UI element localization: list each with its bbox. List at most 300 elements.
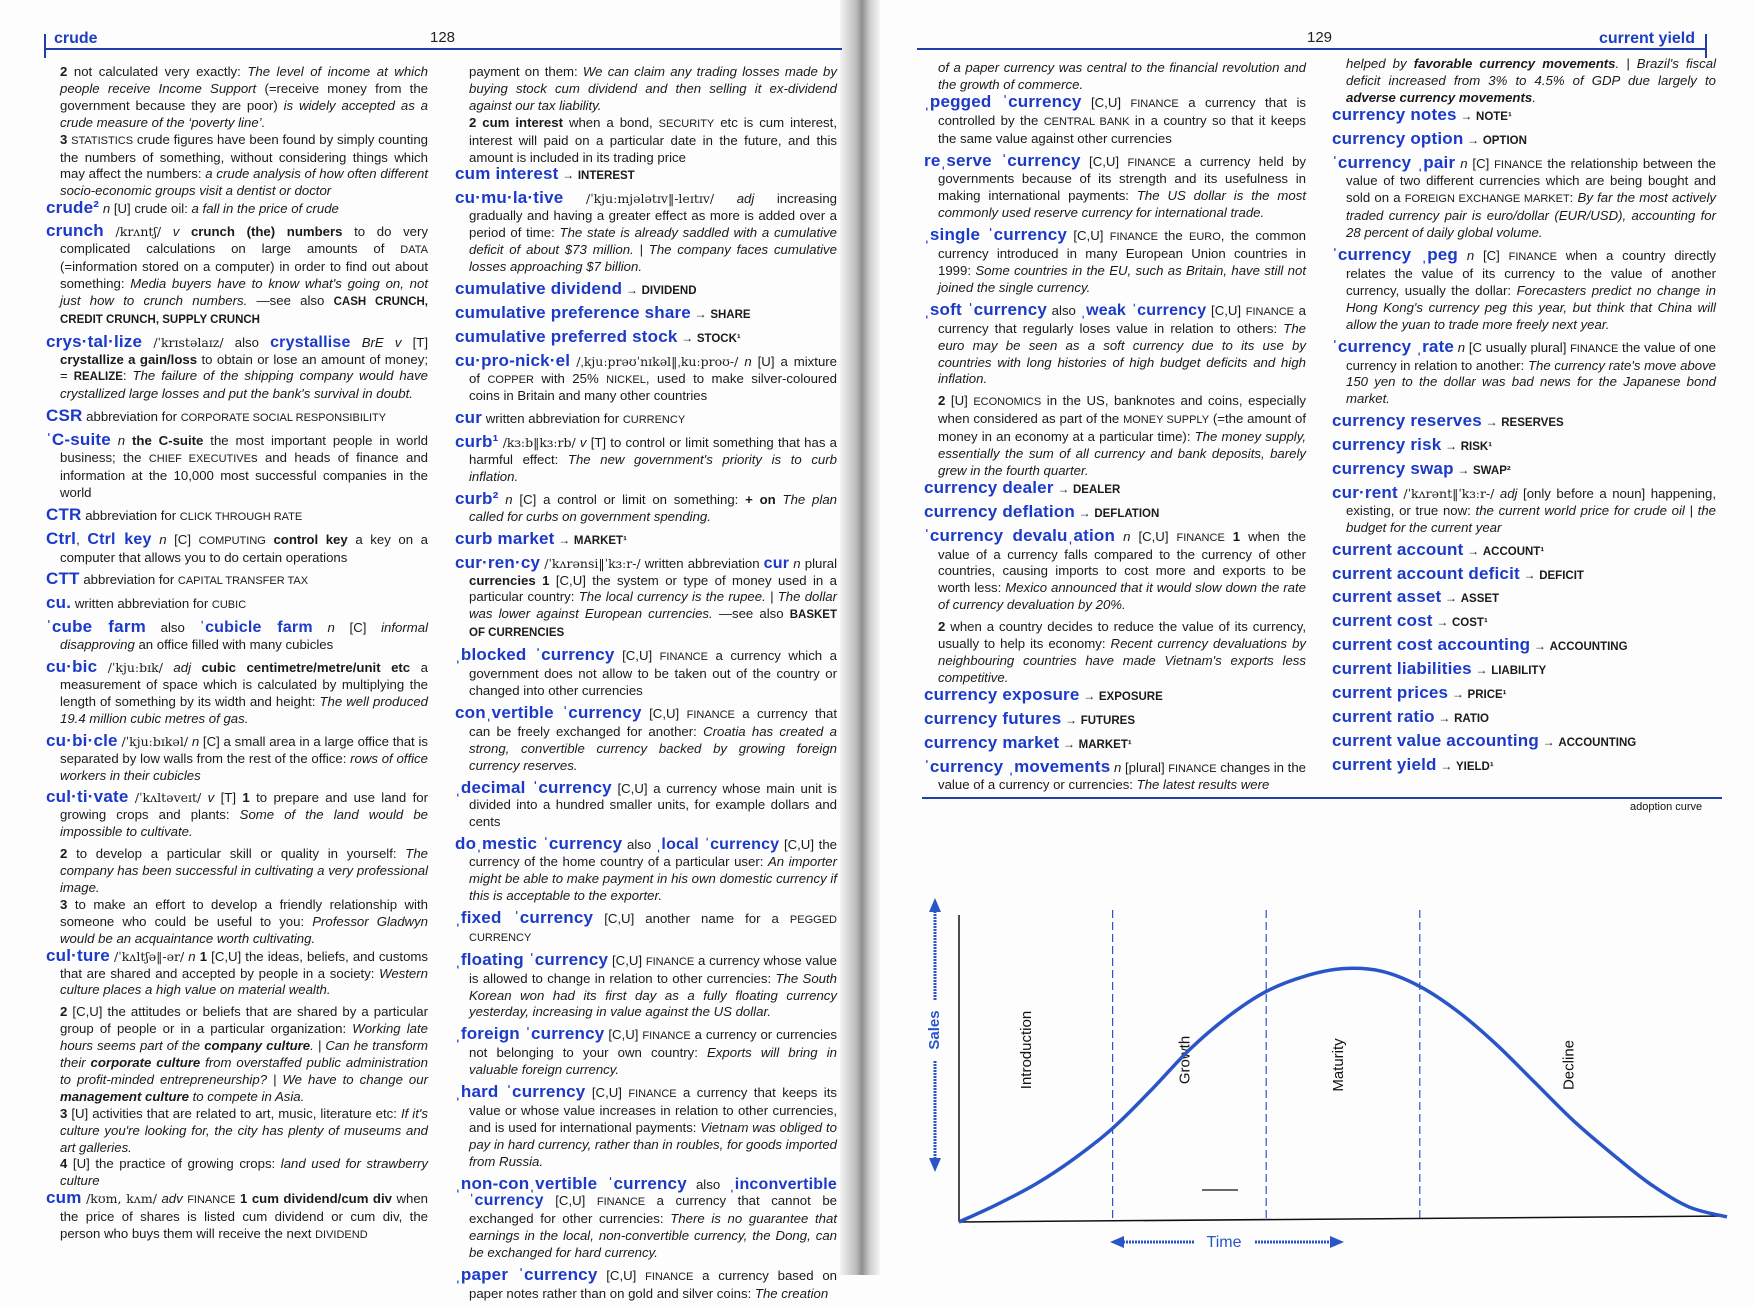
- dictionary-entry: [46, 619, 428, 654]
- cross-reference[interactable]: ACCOUNT¹: [1482, 545, 1545, 558]
- dictionary-entry: [455, 907, 837, 947]
- example: Exports will bring in valuable foreign currency.: [469, 1045, 837, 1078]
- headword: Ctrl: [46, 528, 77, 548]
- dictionary-entry: [455, 552, 838, 643]
- cross-reference[interactable]: DEFLATION: [1094, 507, 1160, 520]
- sense-number: 1: [199, 948, 208, 964]
- cross-reference[interactable]: MARKET¹: [1078, 738, 1132, 751]
- dictionary-entry: [1332, 539, 1716, 561]
- label-smallcaps: FINANCE: [642, 1030, 691, 1043]
- part-of-speech: n: [1460, 155, 1468, 171]
- definition-text: to develop a particular skill or quality in yourself:: [67, 846, 406, 862]
- dictionary-entry: [455, 326, 837, 348]
- definition-text: [161, 224, 173, 239]
- bold-example: corporate culture: [90, 1055, 201, 1071]
- headword: current ratio: [1332, 707, 1435, 726]
- label-smallcaps: CORPORATE SOCIAL RESPONSIBILITY: [180, 412, 387, 425]
- headword: currency option: [1332, 128, 1464, 148]
- entry-sense: [46, 64, 428, 132]
- label-smallcaps: FOREIGN EXCHANGE MARKET: [1404, 193, 1570, 206]
- headword: ˈcurrency ˌrate: [1332, 336, 1455, 356]
- example: Mexico announced that it would slow down the rate of currency devaluation by 20%.: [938, 580, 1306, 613]
- y-axis-label: Sales: [925, 1010, 943, 1050]
- cross-reference[interactable]: STOCK¹: [696, 332, 741, 345]
- part-of-speech: n: [159, 531, 167, 547]
- cross-reference[interactable]: NOTE¹: [1476, 110, 1512, 123]
- bold-phrase: cum dividend/cum div: [251, 1191, 392, 1207]
- definition-text: —see also: [247, 292, 334, 308]
- sense-number: 3: [60, 131, 68, 147]
- label-smallcaps: FINANCE: [596, 1196, 646, 1209]
- headword: currency reserves: [1332, 411, 1482, 431]
- definition-text: [C] a small area in a large office that is separated by low walls from the rest of the office:: [60, 733, 428, 766]
- bold-example: management culture: [60, 1088, 189, 1104]
- dictionary-entry: [46, 408, 428, 427]
- example: The South Korean won had its first day as a fully floating currency yesterday, increasing in value against the US dollar.: [469, 970, 837, 1020]
- headword: crunch: [46, 221, 104, 241]
- headword: ˈcurrency ˌpeg: [1332, 245, 1459, 265]
- stage-label: Introduction: [1017, 1010, 1035, 1090]
- definition-text: [T]: [401, 334, 428, 350]
- example: The currency rate's move above 150 yen to the dollar was bad news for the Japanese bond market.: [1346, 357, 1717, 407]
- dictionary-entry: [455, 949, 837, 1022]
- cross-reference[interactable]: COST¹: [1452, 617, 1488, 630]
- cross-reference[interactable]: BASKET OF CURRENCIES: [469, 609, 837, 640]
- example: land used for strawberry culture: [60, 1156, 428, 1189]
- cross-reference[interactable]: YIELD¹: [1455, 760, 1494, 773]
- guide-word: crude: [54, 30, 98, 47]
- headword: cur·rent: [1332, 482, 1398, 502]
- dictionary-entry: [1332, 754, 1716, 776]
- definition-text: [163, 660, 174, 675]
- dictionary-entry: [46, 595, 428, 614]
- definition-text: [C,U]: [1081, 94, 1131, 110]
- headword: current asset: [1332, 587, 1442, 607]
- entry-sense: [46, 846, 428, 897]
- definition-text: changes in the value of a currency or currencies:: [938, 759, 1307, 793]
- definition-text: [313, 620, 328, 635]
- label-smallcaps: DATA: [400, 244, 428, 257]
- example: Media buyers have to know what's going on, not just how to crunch numbers.: [60, 275, 428, 308]
- headword: cu·pro-nick·el: [455, 350, 571, 370]
- headword: ˌsoft ˈcurrency: [924, 299, 1048, 319]
- pronunciation: /ˈkjuːbɪkəl/: [121, 733, 189, 749]
- label-smallcaps: SECURITY: [658, 117, 715, 130]
- dictionary-entry: [924, 756, 1307, 795]
- definition-text: [351, 335, 362, 350]
- label-smallcaps: EURO: [1189, 231, 1221, 244]
- example: An importer might be able to make payment in his own domestic currency if this is acceptable to the exporter.: [469, 854, 837, 903]
- label-smallcaps: COMPUTING: [198, 534, 266, 547]
- example: . | Can he transform their: [60, 1038, 428, 1071]
- example: Working late hours seems part of the: [60, 1021, 428, 1054]
- example: By far the most actively traded currency pair is euro/dollar (EUR/USD), accounting for 28 percent of daily global volume.: [1346, 190, 1717, 241]
- headword: ˌpaper ˈcurrency: [455, 1265, 598, 1285]
- entry-sense: [46, 132, 428, 201]
- definition-text: [C,U] the currency of the home country of a particular user:: [469, 837, 838, 870]
- time-arrow-right-icon: [1330, 1236, 1344, 1248]
- right-page-header: [917, 26, 1707, 50]
- dictionary-entry: [1332, 709, 1716, 728]
- dictionary-entry: [46, 730, 428, 785]
- definition-text: abbreviation for: [79, 572, 178, 588]
- cross-reference[interactable]: MARKET¹: [573, 534, 627, 547]
- dictionary-entry: [1332, 104, 1716, 126]
- definition-text: —see also: [712, 606, 790, 622]
- headword-variant: ˌinconvertible ˈcurrency: [469, 1175, 837, 1210]
- dictionary-entry: [924, 525, 1307, 615]
- headword-variant: Ctrl key: [87, 530, 152, 548]
- arrow-icon: →: [1065, 712, 1078, 727]
- headword: current account deficit: [1332, 563, 1520, 583]
- sense-number: 2: [60, 64, 68, 79]
- left-page: [0, 0, 845, 1301]
- dictionary-entry: [924, 150, 1307, 223]
- arrow-icon: →: [1467, 132, 1480, 147]
- bold-phrase: control key: [273, 531, 348, 547]
- dictionary-entry: [455, 702, 838, 775]
- headword: curb market: [455, 528, 555, 548]
- dictionary-entry: [1332, 730, 1716, 752]
- sense-number: 2: [60, 846, 68, 862]
- definition-text: [125, 433, 132, 448]
- cross-reference[interactable]: FUTURES: [1080, 714, 1136, 727]
- dictionary-entry: [1332, 563, 1716, 585]
- definition-text: [U]: [945, 393, 974, 409]
- cross-reference[interactable]: LIABILITY: [1491, 665, 1547, 678]
- part-of-speech: adv: [161, 1191, 183, 1207]
- headword: ˈcube farm: [46, 617, 146, 637]
- bold-example: company culture: [204, 1038, 311, 1054]
- headword: ˌpegged ˈcurrency: [924, 91, 1082, 111]
- definition-text: [C,U]: [641, 705, 687, 721]
- headword-variant: ˌlocal ˈcurrency: [655, 836, 780, 854]
- label-smallcaps: COPPER: [487, 373, 534, 386]
- headword: ˌblocked ˈcurrency: [455, 645, 615, 665]
- definition-text: [U] a mixture of: [469, 353, 838, 386]
- definition-text: also: [1047, 302, 1081, 318]
- label-smallcaps: FINANCE: [187, 1194, 236, 1207]
- dictionary-entry: [1332, 589, 1716, 608]
- dictionary-entry: [924, 299, 1307, 389]
- definition-text: also: [686, 1176, 730, 1192]
- dictionary-entry: [1332, 247, 1716, 334]
- definition-text: (=the amount of money in an economy at a particular time):: [938, 411, 1306, 445]
- arrow-icon: →: [681, 330, 694, 345]
- dictionary-entry: [455, 1173, 837, 1263]
- definition-text: [C,U] a currency whose main unit is divided into a hundred smaller units, for example dollars and cents: [469, 780, 837, 830]
- right-column-1: [924, 60, 1306, 799]
- dictionary-entry: [1332, 685, 1716, 704]
- dictionary-entry: [1332, 336, 1717, 409]
- example: The company has been successful in cultivating a very professional image.: [60, 846, 428, 895]
- headword: cu·mu·la·tive: [455, 188, 564, 208]
- guide-word: current yield: [1598, 30, 1695, 47]
- part-of-speech: n: [1457, 339, 1466, 355]
- definition-text: written abbreviation: [640, 555, 764, 571]
- example: Some of the land would be impossible to cultivate.: [60, 807, 428, 840]
- cross-reference[interactable]: DEALER: [1072, 483, 1121, 496]
- arrow-icon: →: [1485, 415, 1498, 430]
- headword: cu.: [46, 593, 72, 613]
- arrow-icon: →: [558, 532, 571, 547]
- dictionary-entry: [455, 528, 837, 550]
- entry-sense: [46, 1004, 428, 1105]
- definition-text: [C,U] the system or type of money used in a particular country:: [469, 572, 838, 605]
- definition-text: the value of one currency in relation to another:: [1346, 339, 1716, 373]
- cross-reference[interactable]: RISK¹: [1460, 441, 1493, 454]
- label-smallcaps: FINANCE: [628, 1088, 677, 1101]
- definition-text: [C,U]: [1067, 228, 1110, 244]
- headword: current prices: [1332, 683, 1449, 703]
- example: There is no guarantee that earnings in the local, non-convertible currency, the Dong, can be exchanged for hard currency.: [469, 1211, 837, 1261]
- dictionary-entry: [924, 91, 1307, 148]
- left-column-2: [455, 64, 837, 1308]
- arrow-icon: →: [1467, 543, 1480, 558]
- definition-text: [C,U]: [1080, 153, 1128, 169]
- part-of-speech: n: [102, 201, 111, 217]
- example: The euro may be seen as a soft currency due to its use by countries with long histories of high budget deficits and high inflation.: [938, 320, 1306, 387]
- example: a fall in the price of crude: [191, 201, 339, 217]
- cross-reference[interactable]: OPTION: [1482, 134, 1527, 147]
- cross-reference[interactable]: ACCOUNTING: [1558, 736, 1637, 749]
- headword: crys·tal·lize: [46, 331, 143, 351]
- headword: cur: [455, 408, 483, 428]
- label-smallcaps: CUBIC: [211, 599, 247, 612]
- dictionary-entry: [1332, 128, 1716, 150]
- x-axis-label: Time: [1206, 1234, 1242, 1250]
- arrow-icon: →: [1440, 758, 1453, 773]
- headword: cumulative dividend: [455, 278, 623, 298]
- headword: currency swap: [1332, 459, 1454, 479]
- arrow-icon: →: [1445, 439, 1458, 454]
- dictionary-entry: [455, 190, 837, 276]
- book-gutter: [840, 0, 880, 1275]
- sales-arrow-down-icon: [929, 1158, 941, 1172]
- headword: currency risk: [1332, 435, 1442, 455]
- definition-text: [C,U] the ideas, beliefs, and customs that are shared and accepted by people in a society:: [60, 948, 429, 981]
- definition-text: , used to make silver-coloured coins in Britain and many other countries: [469, 370, 837, 404]
- headword: currency exposure: [924, 684, 1080, 704]
- definition-text: to obtain or lose an amount of money; =: [60, 351, 428, 384]
- pronunciation: /kʊm, kʌm/: [86, 1191, 157, 1207]
- definition-text: [776, 492, 783, 507]
- sales-arrow-up-icon: [929, 898, 941, 912]
- headword: cul·ture: [46, 945, 110, 965]
- part-of-speech: n: [793, 555, 801, 571]
- headword: current liabilities: [1332, 659, 1472, 679]
- stage-label: Maturity: [1330, 1038, 1347, 1092]
- definition-text: also: [622, 837, 656, 853]
- cross-reference[interactable]: REALIZE: [73, 371, 123, 384]
- definition-text: a key on a computer that allows you to do certain operations: [60, 531, 428, 565]
- example: If it's culture you're looking for, the city has plenty of museums and art galleries.: [60, 1105, 428, 1155]
- part-of-speech: n: [505, 491, 513, 507]
- cross-reference[interactable]: RATIO: [1454, 713, 1489, 725]
- dictionary-entry: [1332, 152, 1717, 243]
- definition-text: [U] activities that are related to art, music, literature etc:: [67, 1105, 401, 1121]
- pronunciation: /ˈkʌltʃə‖-ər/: [114, 948, 185, 964]
- header-bar: [44, 34, 46, 58]
- label-smallcaps: FINANCE: [645, 1271, 694, 1284]
- stage-label: Decline: [1560, 1039, 1578, 1091]
- arrow-icon: →: [694, 306, 707, 321]
- example: The local currency is the rupee. | The dollar was lower against European currencies.: [469, 589, 837, 622]
- cross-reference[interactable]: PRICE¹: [1467, 689, 1507, 702]
- dictionary-entry: [455, 836, 837, 905]
- entry-sense: [1332, 56, 1716, 107]
- definition-text: a currency held by governments because of its strength and its usefulness in making international payments:: [938, 153, 1307, 204]
- arrow-icon: →: [625, 282, 638, 297]
- definition-text: [C,U]: [604, 1027, 643, 1043]
- arrow-icon: →: [1078, 505, 1091, 520]
- definition-text: (=information stored on a computer) in order to find out about something:: [60, 258, 428, 291]
- pronunciation: /ˌkjuːprəʊˈnɪkəl‖ˌkuːproʊ-/: [576, 353, 739, 369]
- definition-text: [191, 660, 202, 675]
- definition-text: [179, 224, 191, 239]
- definition-text: [U] the practice of growing crops:: [67, 1156, 281, 1172]
- arrow-icon: →: [562, 168, 575, 183]
- definition-text: also: [145, 620, 200, 636]
- headword-variant: cur: [763, 554, 790, 572]
- definition-text: [U] crude oil:: [110, 201, 192, 217]
- example: The failure of the shipping company would have crystallized large losses and put the bank's survival in doubt.: [60, 368, 429, 402]
- dictionary-entry: [46, 200, 428, 218]
- headword: current yield: [1332, 754, 1437, 774]
- dictionary-entry: [46, 223, 428, 328]
- example: The US dollar is the most commonly used reserve currency for international trade.: [938, 188, 1306, 221]
- cross-reference[interactable]: INTEREST: [577, 170, 635, 183]
- label-smallcaps: NICKEL: [606, 373, 646, 386]
- cross-reference[interactable]: ASSET: [1460, 593, 1500, 606]
- sense-number: 1: [242, 790, 250, 806]
- dictionary-entry: [1332, 482, 1716, 537]
- dictionary-entry: [455, 410, 837, 429]
- definition-text: [C,U]: [614, 648, 660, 664]
- entry-sense: [924, 619, 1306, 687]
- dictionary-entry: [455, 1026, 837, 1079]
- cross-reference[interactable]: DIVIDEND: [641, 284, 697, 297]
- part-of-speech: adj: [736, 191, 755, 207]
- definition-text: [1115, 529, 1123, 544]
- label-smallcaps: FINANCE: [1508, 251, 1557, 264]
- arrow-icon: →: [1445, 591, 1458, 606]
- example: The state is already saddled with a cumulative deficit of about $73 million. | The company faces cumulative losses approaching $7 billion.: [469, 225, 837, 274]
- entry-sense: [46, 897, 428, 948]
- headword: doˌmestic ˈcurrency: [455, 834, 623, 854]
- entry-sense: [924, 393, 1306, 480]
- dictionary-entry: [924, 708, 1306, 730]
- example: Western culture places a high value on material wealth.: [60, 965, 428, 998]
- example: The plan called for curbs on government spending.: [469, 491, 837, 524]
- cross-reference[interactable]: CASH CRUNCH, CREDIT CRUNCH, SUPPLY CRUNCH: [60, 295, 428, 326]
- part-of-speech: n: [1466, 248, 1475, 264]
- sense-number: 2: [60, 1004, 68, 1020]
- pronunciation: /ˈkʌltəveɪt/: [134, 790, 202, 806]
- headword: cum: [46, 1188, 82, 1208]
- arrow-icon: →: [1523, 567, 1536, 582]
- label-smallcaps: FINANCE: [1130, 97, 1179, 110]
- cross-reference[interactable]: SWAP²: [1473, 465, 1511, 478]
- label-smallcaps: DIVIDEND: [315, 1229, 368, 1242]
- headword: currency futures: [924, 708, 1062, 728]
- cross-reference[interactable]: EXPOSURE: [1098, 690, 1163, 703]
- dictionary-entry: [455, 278, 837, 300]
- headword: ˌforeign ˈcurrency: [455, 1024, 605, 1044]
- dictionary-entry: [46, 945, 429, 1000]
- label-smallcaps: CAPITAL TRANSFER TAX: [177, 575, 309, 588]
- headword: currency dealer: [924, 477, 1054, 497]
- x-axis: [959, 1216, 1727, 1222]
- definition-text: [1225, 529, 1233, 544]
- dictionary-entry: [455, 302, 837, 324]
- sense-number: 1: [239, 1191, 248, 1207]
- definition-text: a currency or currencies not belonging to your own country:: [469, 1027, 837, 1061]
- example: .: [1532, 89, 1536, 105]
- part-of-speech: informal disapproving: [60, 620, 428, 653]
- dictionary-entry: [46, 528, 428, 567]
- label-smallcaps: FINANCE: [686, 708, 735, 721]
- example: helped by: [1346, 56, 1414, 71]
- headword: cum interest: [455, 164, 559, 184]
- definition-text: a currency that can be freely exchanged for another:: [469, 705, 838, 739]
- cross-reference[interactable]: DEFICIT: [1539, 569, 1584, 582]
- definition-text: [C]: [166, 531, 199, 547]
- adoption-curve-chart: [922, 850, 1742, 1250]
- headword: ˌdecimal ˈcurrency: [455, 777, 612, 797]
- definition-text: a currency that is controlled by the: [938, 94, 1306, 128]
- example: We can claim any trading losses made by buying stock cum dividend and then selling it ex-dividend against our tax liability.: [469, 64, 837, 113]
- cross-reference[interactable]: ACCOUNTING: [1549, 641, 1628, 654]
- definition-text: the relationship between the value of two different currencies which are being bought and sold on a: [1346, 155, 1716, 206]
- left-column-1: [46, 64, 428, 1249]
- entry-sense: [924, 60, 1306, 94]
- headword: ˌnon-conˌvertible ˈcurrency: [455, 1173, 687, 1193]
- definition-text: [714, 191, 737, 206]
- sense-number: 2: [469, 114, 477, 130]
- definition-text: [563, 191, 586, 206]
- example: . | Brazil's fiscal deficit increased from 3% to 4.5% of GDP due largely to: [1346, 56, 1716, 88]
- cross-reference[interactable]: RESERVES: [1501, 417, 1564, 430]
- entry-sense: [46, 1106, 428, 1157]
- figure-rule: [922, 797, 1722, 799]
- cross-reference[interactable]: SHARE: [710, 308, 751, 321]
- headword-variant: ˈcubicle farm: [199, 619, 313, 637]
- headword: crude²: [46, 198, 100, 218]
- label-smallcaps: FINANCE: [1168, 762, 1217, 775]
- headword: cumulative preference share: [455, 302, 691, 322]
- part-of-speech: n: [1114, 759, 1122, 775]
- label-smallcaps: FINANCE: [1127, 156, 1176, 169]
- part-of-speech: n: [188, 948, 196, 964]
- stage-label: Growth: [1176, 1035, 1194, 1085]
- label-smallcaps: CENTRAL BANK: [1043, 115, 1130, 128]
- dictionary-entry: [1332, 637, 1716, 656]
- pronunciation: /ˈkʌrənt‖ˈkɜːr-/: [1403, 485, 1495, 501]
- definition-text: , the common currency introduced in many European Union countries in 1999:: [938, 228, 1306, 278]
- arrow-icon: →: [1057, 481, 1070, 496]
- definition-text: payment on them:: [469, 64, 583, 79]
- definition-text: [C usually plural]: [1465, 339, 1571, 355]
- label-smallcaps: CLICK THROUGH RATE: [179, 510, 303, 523]
- arrow-icon: →: [1438, 711, 1451, 725]
- headword-variant: crystallise: [270, 333, 351, 351]
- definition-text: [C,U]: [585, 1085, 629, 1101]
- definition-text: abbreviation for: [82, 409, 181, 425]
- pronunciation: /ˈkʌrənsi‖ˈkɜːr-/: [544, 555, 641, 571]
- definition-text: a currency that regularly loses value in relation to others:: [938, 302, 1307, 336]
- dictionary-entry: [46, 1190, 428, 1244]
